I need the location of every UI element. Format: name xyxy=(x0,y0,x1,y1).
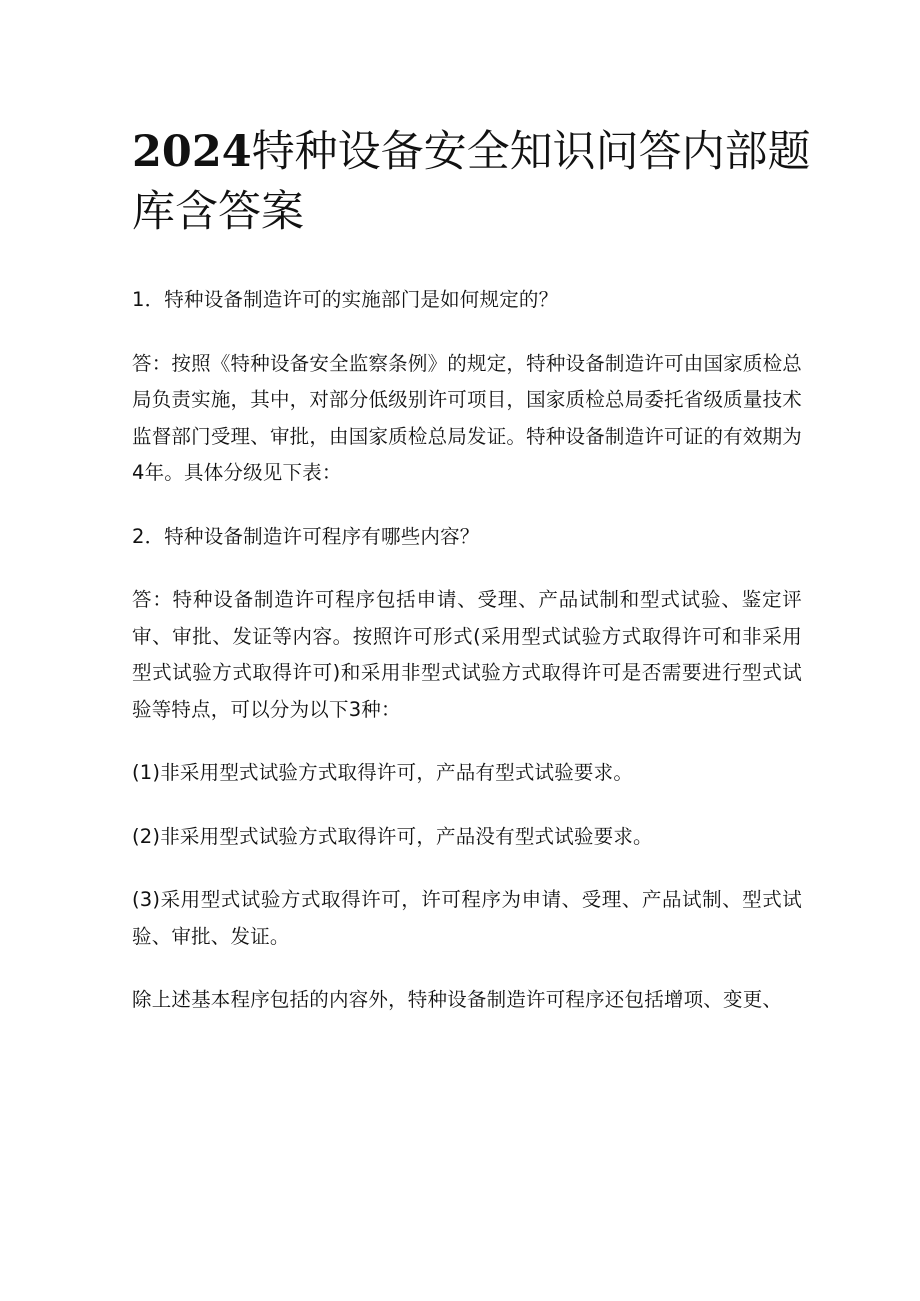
title-year: 2024 xyxy=(132,127,252,177)
answer-2-item-1: (1)非采用型式试验方式取得许可，产品有型式试验要求。 xyxy=(132,761,634,784)
answer-2-item-2: (2)非采用型式试验方式取得许可，产品没有型式试验要求。 xyxy=(132,824,653,848)
document-title xyxy=(132,122,812,242)
answer-2-continuation: 除上述基本程序包括的内容外，特种设备制造许可程序还包括增项、变更、 xyxy=(132,988,783,1011)
answer-2: 答：特种设备制造许可程序包括申请、受理、产品试制和型式试验、鉴定评审、审批、发证等内容。按照许可形式(采用型式试验方式取得许可和非采用型式试验方式取得许可)和采用非型式试验方式取得许可是否需要进行型式试验等特点，可以分为以下3种： xyxy=(132,588,802,721)
title-text: 特种设备安全知识问答内部题库含答案 xyxy=(132,127,811,237)
question-2: 2．特种设备制造许可程序有哪些内容？ xyxy=(132,524,480,548)
answer-1: 答：按照《特种设备安全监察条例》的规定，特种设备制造许可由国家质检总局负责实施，其中，对部分低级别许可项目，国家质检总局委托省级质量技术监督部门受理、审批，由国家质检总局发证。特种设备制造许可证的有效期为4年。具体分级见下表： xyxy=(132,351,802,484)
document-body xyxy=(132,282,802,1046)
question-1: 1．特种设备制造许可的实施部门是如何规定的？ xyxy=(132,288,559,311)
answer-2-item-3: (3)采用型式试验方式取得许可，许可程序为申请、受理、产品试制、型式试验、审批、发证。 xyxy=(132,888,802,948)
